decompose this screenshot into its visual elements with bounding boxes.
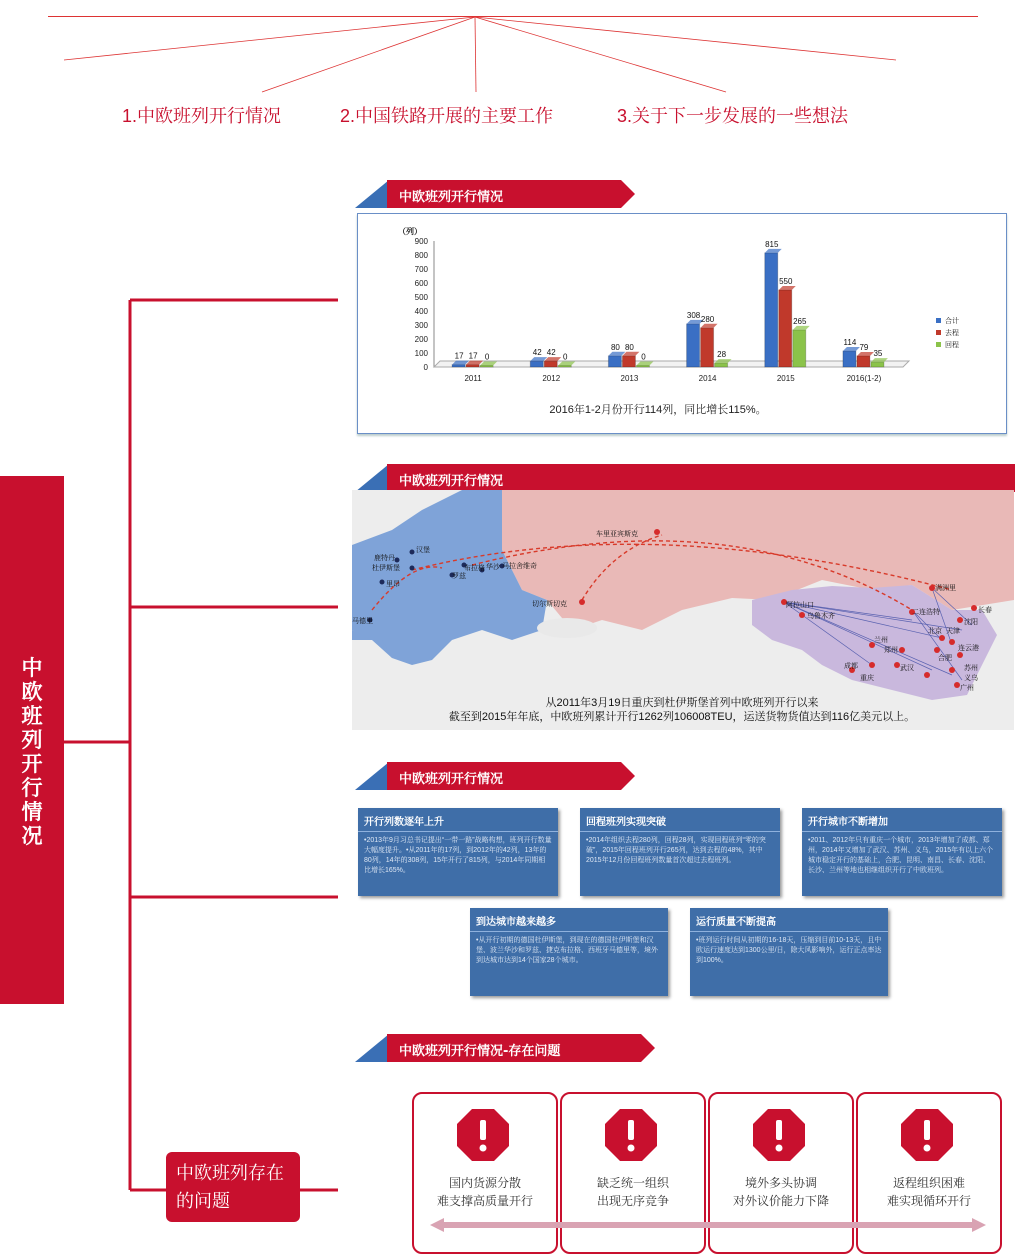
map-note-1: 从2011年3月19日重庆到杜伊斯堡首列中欧班列开行以来: [545, 697, 819, 709]
y-tick-label: 400: [414, 307, 428, 316]
x-tick-label: 2013: [620, 374, 639, 383]
city-label: 二连浩特: [912, 608, 940, 616]
bar-回程-2011: [480, 366, 493, 368]
info-box-3: [802, 808, 1002, 896]
city-label: 武汉: [900, 664, 914, 672]
info-box-1: [358, 808, 558, 896]
bar-value-label: 80: [624, 342, 634, 352]
bar-top-face: [622, 352, 639, 356]
legend-label: 合计: [945, 318, 959, 325]
info-box-title: 到达城市越来越多: [470, 908, 668, 932]
warning-icon: [752, 1108, 806, 1162]
warning-icon: [900, 1108, 954, 1162]
info-box-5: [690, 908, 888, 996]
bar-value-label: 0: [563, 352, 568, 362]
problem-line-2: 难实现循环开行: [886, 1194, 971, 1208]
section-banner-3: [355, 762, 635, 790]
legend-swatch: [936, 318, 941, 323]
double-arrow-bar: [430, 1218, 986, 1232]
bar-合计-2015: [765, 253, 778, 367]
city-label: 马拉舍维奇: [502, 562, 537, 570]
city-label: 连云港: [958, 644, 979, 652]
side-title: 中 欧 班 列 开 行 情 况: [21, 656, 43, 848]
info-box-title: 开行列数逐年上升: [358, 808, 558, 832]
warning-icon: [604, 1108, 658, 1162]
problem-line-2: 难支撑高质量开行: [436, 1194, 533, 1208]
leaf-node-problems[interactable]: [166, 1152, 300, 1222]
warning-icon: [456, 1108, 510, 1162]
city-label: 广州: [960, 684, 974, 692]
info-box-title: 开行城市不断增加: [802, 808, 1002, 832]
x-tick-label: 2016(1-2): [846, 374, 882, 383]
info-box-body: •2014年组织去程280列，回程28列，实现回程班列“零的突破”，2015年回程班列开行265列，达到去程的48%，其中2015年12月份回程班列数量首次超过去程班列。: [586, 837, 766, 864]
legend-swatch: [936, 342, 941, 347]
y-tick-label: 800: [414, 251, 428, 260]
bar-回程-2014: [715, 363, 728, 367]
y-tick-label: 600: [414, 279, 428, 288]
city-label: 布拉格: [464, 564, 485, 572]
problem-line-1: 缺乏统一组织: [596, 1176, 669, 1190]
bar-合计-2012: [530, 361, 543, 367]
bar-去程-2011: [466, 365, 479, 367]
info-box-body: •2011、2012年只有重庆一个城市，2013年增加了成都、郑州，2014年又增加了武汉、苏州、义乌，2015年有以上六个城市稳定开行的基础上，合肥、昆明、南昌、长春、沈阳、长沙、兰州等地也相继组织开行了中欧班列。: [808, 837, 994, 874]
chart-caption: 2016年1-2月份开行114列，同比增长115%。: [549, 404, 767, 416]
city-label: 合肥: [938, 654, 952, 662]
x-tick-label: 2012: [542, 374, 561, 383]
bar-去程-2015: [779, 290, 792, 367]
info-box-body: •班列运行时间从初期的16-18天，压缩到目前10-13天，且中欧运行速度达到1300公里/日，除大风影响外，运行正点率达到100%。: [696, 937, 882, 964]
bar-去程-2012: [544, 361, 557, 367]
bar-value-label: 815: [765, 239, 779, 249]
chart-y-label: （列）: [398, 227, 422, 236]
banner-2-title: 中欧班列开行情况: [399, 474, 504, 489]
city-label: 罗兹: [452, 572, 466, 580]
bar-value-label: 79: [859, 342, 869, 352]
city-label: 杜伊斯堡: [372, 564, 400, 572]
y-tick-label: 500: [414, 293, 428, 302]
city-label: 阿拉山口: [786, 601, 814, 609]
info-box-4: [470, 908, 668, 996]
bar-合计-2014: [687, 324, 700, 367]
bar-value-label: 0: [641, 352, 646, 362]
legend-swatch: [936, 330, 941, 335]
city-label: 郑州: [884, 646, 898, 654]
city-label: 马德里: [352, 617, 373, 625]
x-tick-label: 2011: [464, 374, 482, 383]
city-label: 华沙: [486, 563, 500, 571]
city-label: 乌鲁木齐: [807, 612, 835, 620]
topic-1[interactable]: 1.中欧班列开行情况: [122, 106, 282, 126]
city-label: 成都: [844, 662, 858, 670]
problem-line-2: 对外议价能力下降: [732, 1194, 829, 1208]
bar-value-label: 42: [546, 348, 556, 358]
city-label: 重庆: [860, 674, 874, 682]
city-label: 天津: [946, 627, 960, 635]
y-tick-label: 900: [414, 237, 428, 246]
bar-合计-2013: [608, 356, 621, 367]
bar-top-face: [857, 352, 874, 356]
legend-label: 回程: [945, 342, 959, 349]
bar-top-face: [608, 352, 625, 356]
chart-floor: [434, 361, 909, 367]
bar-chart-panel: [357, 213, 1007, 434]
topic-fan-lines: [0, 0, 1027, 110]
bar-top-face: [779, 286, 796, 290]
city-label: 义乌: [964, 674, 978, 682]
map-note-2: 截至到2015年年底，中欧班列累计开行1262列106008TEU，运送货物货值达到116亿美元以上。: [448, 711, 916, 723]
city-label: 汉堡: [416, 546, 430, 554]
info-box-title: 回程班列实现突破: [580, 808, 780, 832]
bar-top-face: [765, 249, 782, 253]
y-tick-label: 100: [414, 349, 428, 358]
bar-去程-2014: [701, 328, 714, 367]
bar-value-label: 17: [468, 351, 478, 361]
bar-value-label: 308: [686, 310, 701, 320]
y-tick-label: 700: [414, 265, 428, 274]
city-label: 北京: [928, 627, 942, 635]
y-tick-label: 300: [414, 321, 428, 330]
problem-line-1: 境外多头协调: [744, 1176, 817, 1190]
city-label: 长春: [978, 606, 992, 614]
legend-label: 去程: [945, 330, 959, 337]
bar-top-face: [843, 347, 860, 351]
bar-top-face: [701, 324, 718, 328]
route-map: [352, 490, 1014, 730]
city-label: 沈阳: [964, 618, 978, 626]
bar-去程-2013: [622, 356, 635, 367]
x-tick-label: 2015: [776, 374, 795, 383]
section-banner-1: [355, 180, 635, 208]
banner-3-title: 中欧班列开行情况: [399, 772, 504, 787]
bar-回程-2015: [793, 330, 806, 367]
problem-line-1: 国内货源分散: [448, 1176, 521, 1190]
info-box-2: [580, 808, 780, 896]
city-label: 鹿特丹: [374, 554, 395, 562]
bar-value-label: 35: [873, 349, 883, 359]
city-label: 苏州: [964, 664, 978, 672]
bar-value-label: 80: [610, 342, 620, 352]
info-box-title: 运行质量不断提高: [690, 908, 888, 932]
bar-value-label: 42: [532, 348, 542, 358]
bar-去程-2016(1-2): [857, 356, 870, 367]
bar-回程-2013: [636, 366, 649, 368]
city-label: 车里亚宾斯克: [596, 530, 638, 538]
y-tick-label: 0: [423, 363, 428, 372]
topic-2[interactable]: 2.中国铁路开展的主要工作: [340, 106, 554, 126]
leaf-node-label: 中欧班列存在的问题: [176, 1163, 284, 1212]
bar-合计-2011: [452, 365, 465, 367]
city-label: 兰州: [874, 636, 888, 644]
bar-value-label: 0: [484, 352, 490, 362]
city-label: 切尔斯切克: [532, 600, 567, 608]
route-map-graphic: [352, 490, 1014, 730]
bar-value-label: 17: [454, 351, 464, 361]
banner-1-title: 中欧班列开行情况: [399, 190, 504, 205]
info-box-body: •2013年9月习总书记提出“一带一路”战略构想，班列开行数量大幅度提升。•从2011年的17列，到2012年的42列，13年的80列，14年的308列，15年开行了815列，与2014年同期相比增长165%。: [364, 837, 552, 874]
banner-4-title: 中欧班列开行情况-存在问题: [399, 1044, 561, 1059]
side-title-block: [0, 476, 64, 1004]
bar-合计-2016(1-2): [843, 351, 856, 367]
section-banner-2: [355, 464, 1015, 492]
bar-value-label: 280: [700, 314, 715, 324]
problem-line-2: 出现无序竞争: [596, 1194, 669, 1208]
city-label: 满洲里: [935, 584, 956, 592]
bar-top-face: [793, 326, 810, 330]
bar-回程-2012: [558, 366, 571, 368]
info-box-body: •从开行初期的德国杜伊斯堡，到现在的德国杜伊斯堡和汉堡、波兰华沙和罗兹、捷克布拉格、西班牙马德里等，境外到达城市达到14个国家28个城市。: [476, 937, 658, 964]
bar-回程-2016(1-2): [871, 362, 884, 367]
problem-line-1: 返程组织困难: [892, 1176, 965, 1190]
bar-chart: [358, 214, 1006, 433]
bar-value-label: 28: [717, 350, 727, 360]
bar-value-label: 550: [779, 277, 793, 286]
city-label: 里昂: [386, 580, 400, 588]
section-banner-4: [355, 1034, 655, 1062]
x-tick-label: 2014: [698, 374, 717, 383]
bar-value-label: 265: [793, 316, 807, 326]
topic-3[interactable]: 3.关于下一步发展的一些想法: [617, 106, 849, 126]
bar-value-label: 114: [843, 338, 857, 348]
y-tick-label: 200: [414, 335, 428, 344]
